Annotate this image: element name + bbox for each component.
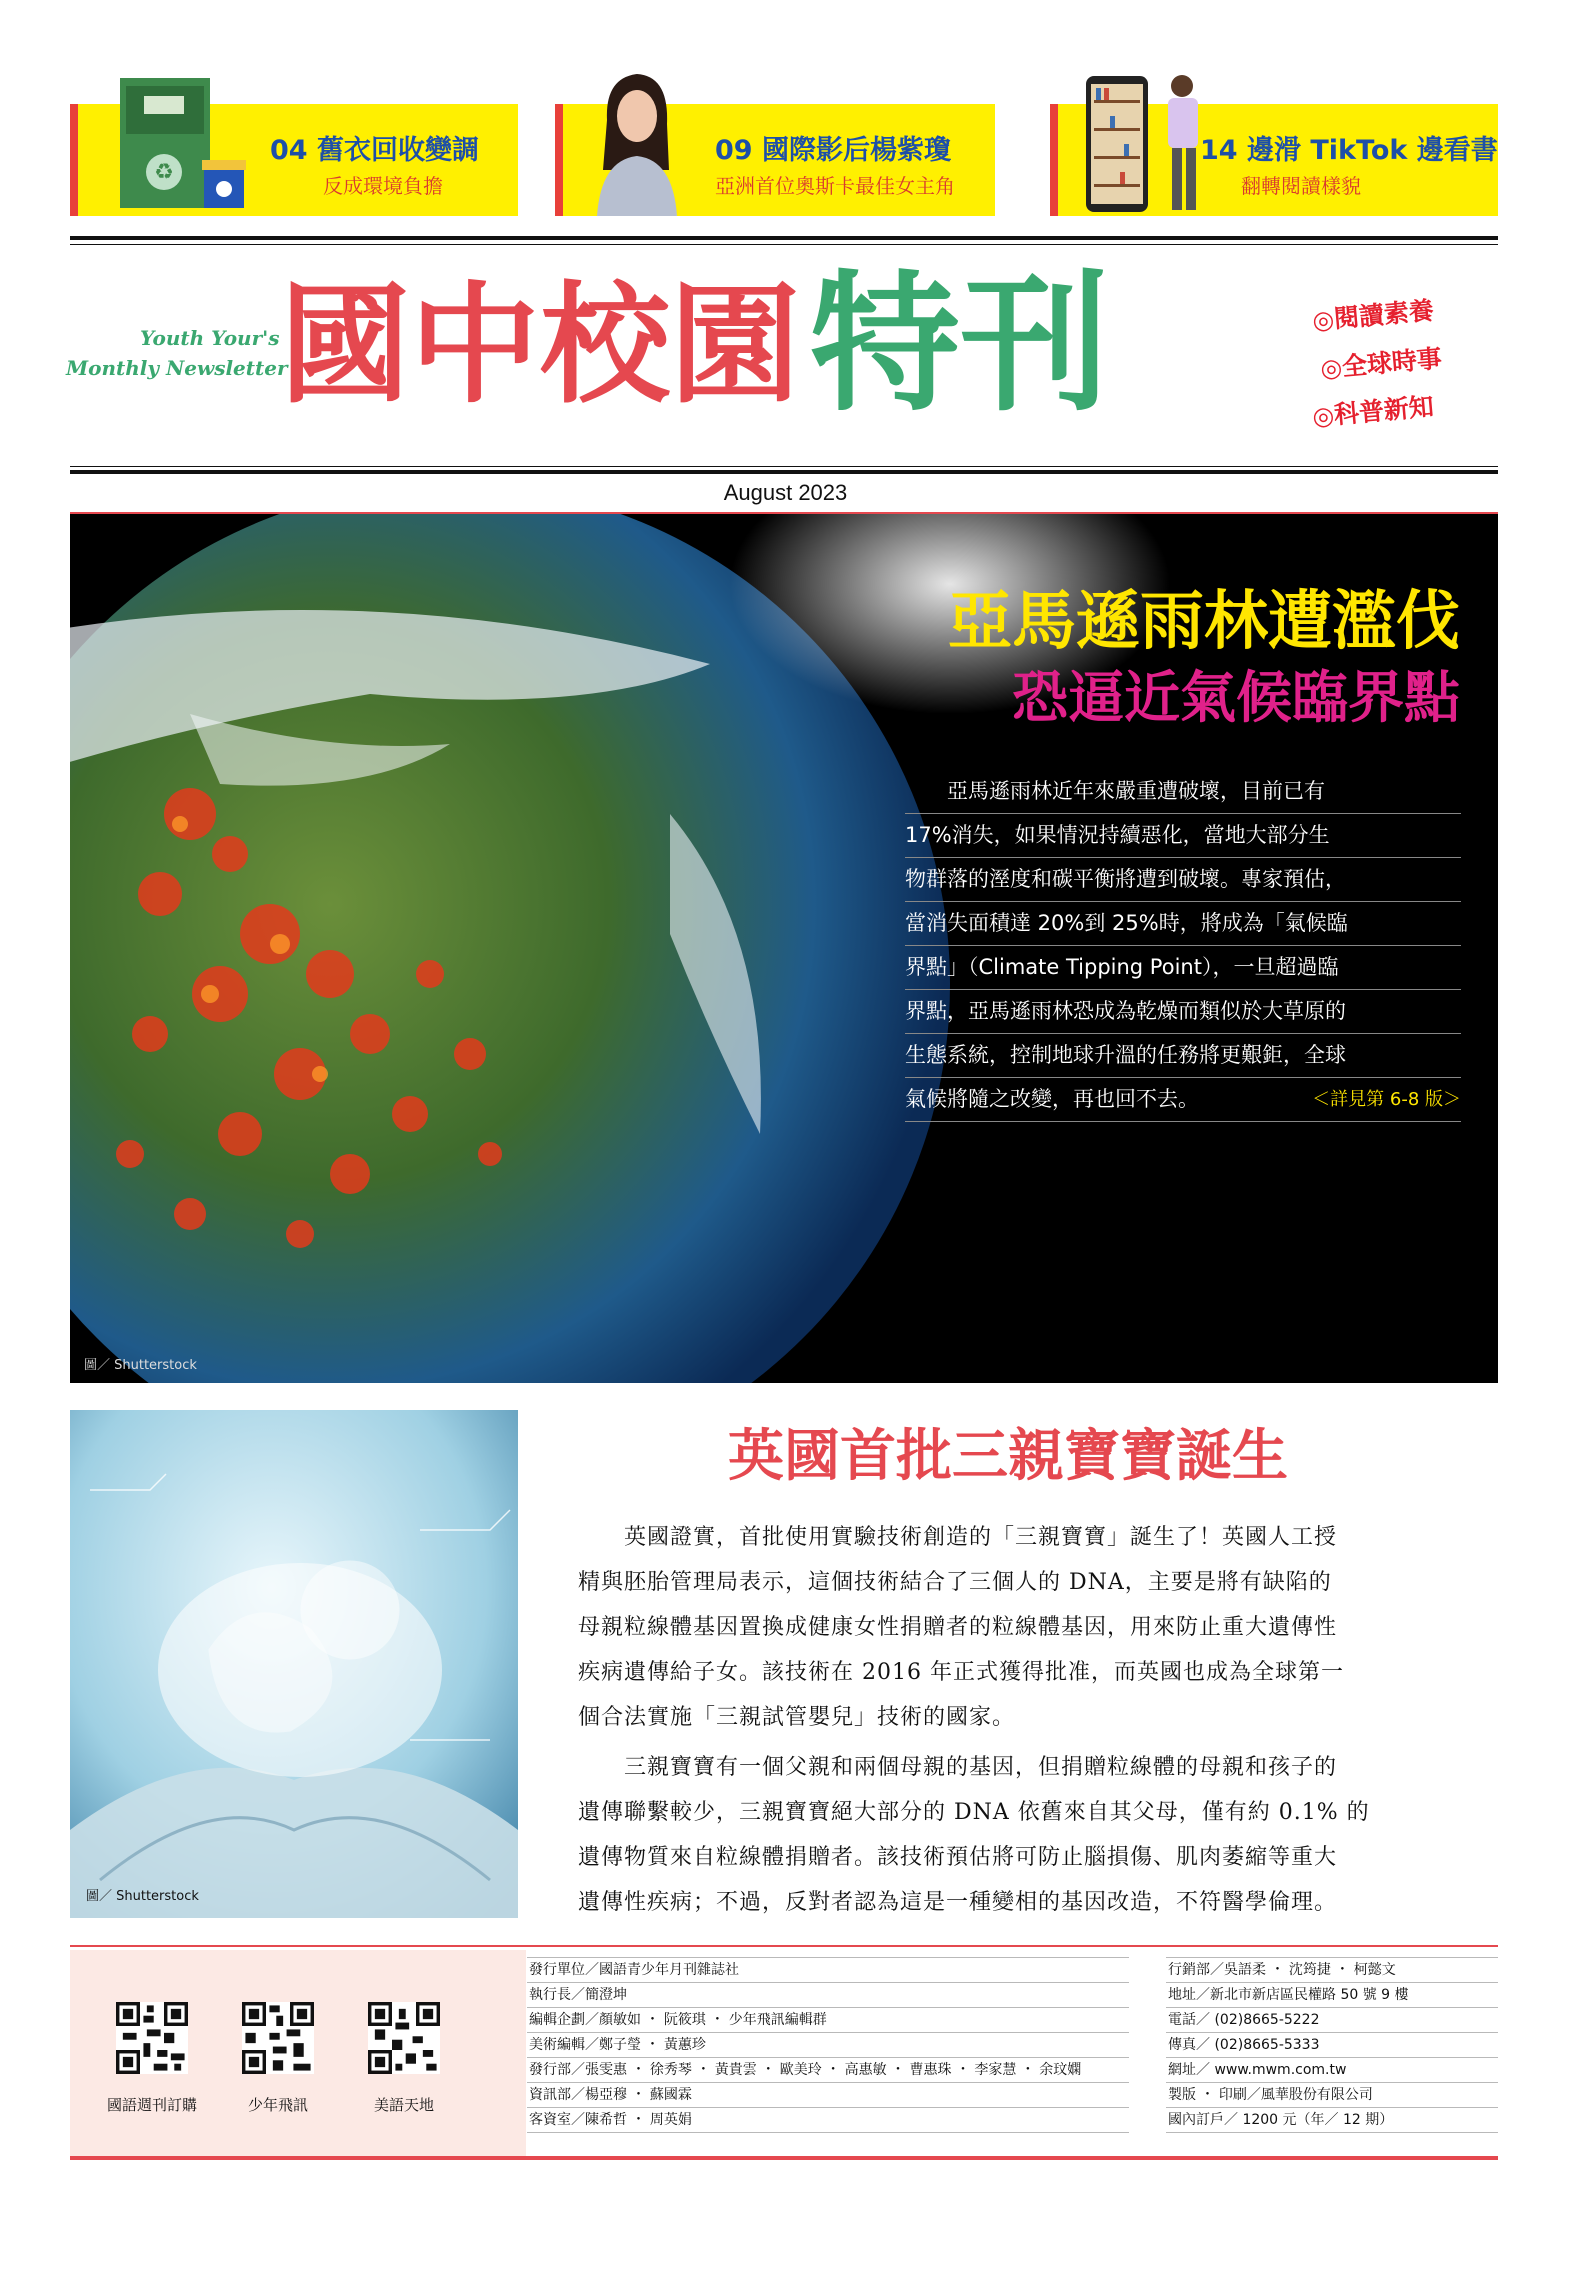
hero-title: 亞馬遜雨林遭濫伐 xyxy=(948,585,1460,659)
teaser-subtitle: 亞洲首位奧斯卡最佳女主角 xyxy=(715,174,955,198)
qr-code-icon[interactable] xyxy=(116,2002,188,2074)
credit-line: 資訊部／楊亞穆 ・ 蘇國霖 xyxy=(527,2083,1129,2108)
teaser-michelle-yeoh[interactable] xyxy=(555,104,995,216)
credit-line: 客資室／陳希哲 ・ 周英娟 xyxy=(527,2108,1129,2133)
divider xyxy=(70,466,1498,467)
teaser-recycling[interactable] xyxy=(70,104,518,216)
body-line: 英國證實，首批使用實驗技術創造的「三親寶寶」誕生了！英國人工授 xyxy=(578,1525,1338,1550)
teaser-tiktok[interactable] xyxy=(1050,104,1498,216)
body-line: 界點」（Climate Tipping Point），一旦超過臨 xyxy=(905,946,1461,990)
credit-line: 發行單位／國語青少年月刊雜誌社 xyxy=(527,1958,1129,1983)
qr-label: 國語週刊訂購 xyxy=(106,2096,197,2114)
credit-line: 執行長／簡澄坤 xyxy=(527,1983,1129,2008)
credit-line: 製版 ・ 印刷／風華股份有限公司 xyxy=(1166,2083,1498,2108)
body-line: 界點，亞馬遜雨林恐成為乾燥而類似於大草原的 xyxy=(905,990,1461,1034)
story-image xyxy=(70,1410,518,1918)
phone-bookshelf-image xyxy=(1080,70,1220,216)
body-line: 物群落的溼度和碳平衡將遭到破壞。專家預估， xyxy=(905,858,1461,902)
body-line: 精與胚胎管理局表示，這個技術結合了三個人的 DNA，主要是將有缺陷的 xyxy=(578,1570,1332,1595)
qr-label: 美語天地 xyxy=(373,2096,434,2114)
credit-line: 地址／新北市新店區民權路 50 號 9 樓 xyxy=(1166,1983,1498,2008)
svg-text:♻: ♻ xyxy=(154,160,174,185)
credit-line[interactable]: 網址／ www.mwm.com.tw xyxy=(1166,2058,1498,2083)
story-title: 英國首批三親寶寶誕生 xyxy=(728,1424,1288,1489)
credit-line: 傳真／ (02)8665-5333 xyxy=(1166,2033,1498,2058)
body-line: 亞馬遜雨林近年來嚴重遭破壞，目前已有 xyxy=(905,770,1461,814)
footer-top-rule xyxy=(70,1945,1498,1947)
photo-credit: 圖／ Shutterstock xyxy=(86,1889,199,1904)
divider xyxy=(70,236,1498,240)
tag-reading: ◎閱讀素養 xyxy=(1311,295,1435,336)
teaser-subtitle: 反成環境負擔 xyxy=(323,174,443,198)
credit-line: 美術編輯／鄭子瑩 ・ 黃蕙珍 xyxy=(527,2033,1129,2058)
masthead-char: 刊 xyxy=(960,258,1111,432)
body-line: 遺傳性疾病；不過，反對者認為這是一種變相的基因改造，不符醫學倫理。 xyxy=(578,1890,1338,1915)
masthead-char: 校 xyxy=(540,269,671,421)
body-line: 母親粒線體基因置換成健康女性捐贈者的粒線體基因，用來防止重大遺傳性 xyxy=(578,1615,1338,1640)
body-line: 遺傳聯繫較少，三親寶寶絕大部分的 DNA 依舊來自其父母，僅有約 0.1% 的 xyxy=(578,1800,1370,1825)
body-line: 生態系統，控制地球升溫的任務將更艱鉅，全球 xyxy=(905,1034,1461,1078)
teaser-title: 14 邊滑 TikTok 邊看書 xyxy=(1200,135,1498,166)
body-line: 疾病遺傳給子女。該技術在 2016 年正式獲得批准，而英國也成為全球第一 xyxy=(578,1660,1344,1685)
teaser-title: 04 舊衣回收變調 xyxy=(270,135,479,166)
credit-line: 電話／ (02)8665-5222 xyxy=(1166,2008,1498,2033)
credits-left xyxy=(527,1957,1129,2133)
body-line: 17%消失，如果情況持續惡化，當地大部分生 xyxy=(905,814,1461,858)
embryo-hands-image xyxy=(70,1410,518,1918)
masthead-char: 特 xyxy=(810,258,961,432)
teaser-title: 09 國際影后楊紫瓊 xyxy=(715,135,951,166)
actress-portrait-image xyxy=(587,60,685,216)
tag-science: ◎科普新知 xyxy=(1311,391,1435,432)
body-line: 遺傳物質來自粒線體捐贈者。該技術預估將可防止腦損傷、肌肉萎縮等重大 xyxy=(578,1845,1338,1870)
credit-line: 發行部／張雯惠 ・ 徐秀琴 ・ 黃貴雲 ・ 歐美玲 ・ 高惠敏 ・ 曹惠珠 ・ 李家慧 ・ 余玟嫻 xyxy=(527,2058,1129,2083)
credit-line: 編輯企劃／顏敏如 ・ 阮筱琪 ・ 少年飛訊編輯群 xyxy=(527,2008,1129,2033)
qr-label: 少年飛訊 xyxy=(247,2096,308,2114)
issue-date: August 2023 xyxy=(723,480,848,505)
footer-bottom-rule xyxy=(70,2156,1498,2160)
photo-credit: 圖／ Shutterstock xyxy=(84,1358,197,1373)
body-line: 三親寶寶有一個父親和兩個母親的基因，但捐贈粒線體的母親和孩子的 xyxy=(578,1755,1338,1780)
qr-code-icon[interactable] xyxy=(368,2002,440,2074)
body-line: 當消失面積達 20%到 25%時，將成為「氣候臨 xyxy=(905,902,1461,946)
hero-subtitle: 恐逼近氣候臨界點 xyxy=(1012,665,1460,731)
recycle-bin-image xyxy=(100,74,250,212)
see-more-link[interactable]: ＜詳見第 6-8 版＞ xyxy=(1312,1089,1461,1110)
credits-right xyxy=(1166,1957,1498,2133)
body-line-text: 氣候將隨之改變，再也回不去。 xyxy=(905,1087,1199,1111)
hero-body xyxy=(905,770,1461,1122)
body-line: 個合法實施「三親試管嬰兒」技術的國家。 xyxy=(578,1705,1016,1730)
credit-line: 行銷部／吳語柔 ・ 沈筠捷 ・ 柯懿文 xyxy=(1166,1958,1498,1983)
teaser-subtitle: 翻轉閱讀樣貌 xyxy=(1241,174,1361,198)
qr-code-icon[interactable] xyxy=(242,2002,314,2074)
masthead-char: 園 xyxy=(670,269,801,421)
english-subtitle-line2: Monthly Newsletter xyxy=(66,356,288,380)
english-subtitle-line1: Youth Your's xyxy=(140,326,280,350)
body-line xyxy=(905,1078,1461,1122)
tag-world-news: ◎全球時事 xyxy=(1319,343,1443,384)
credit-line: 國內訂戶／ 1200 元（年／ 12 期） xyxy=(1166,2108,1498,2133)
divider xyxy=(70,470,1498,474)
masthead-char: 國 xyxy=(280,269,411,421)
masthead-char: 中 xyxy=(410,269,541,421)
divider xyxy=(70,244,1498,245)
